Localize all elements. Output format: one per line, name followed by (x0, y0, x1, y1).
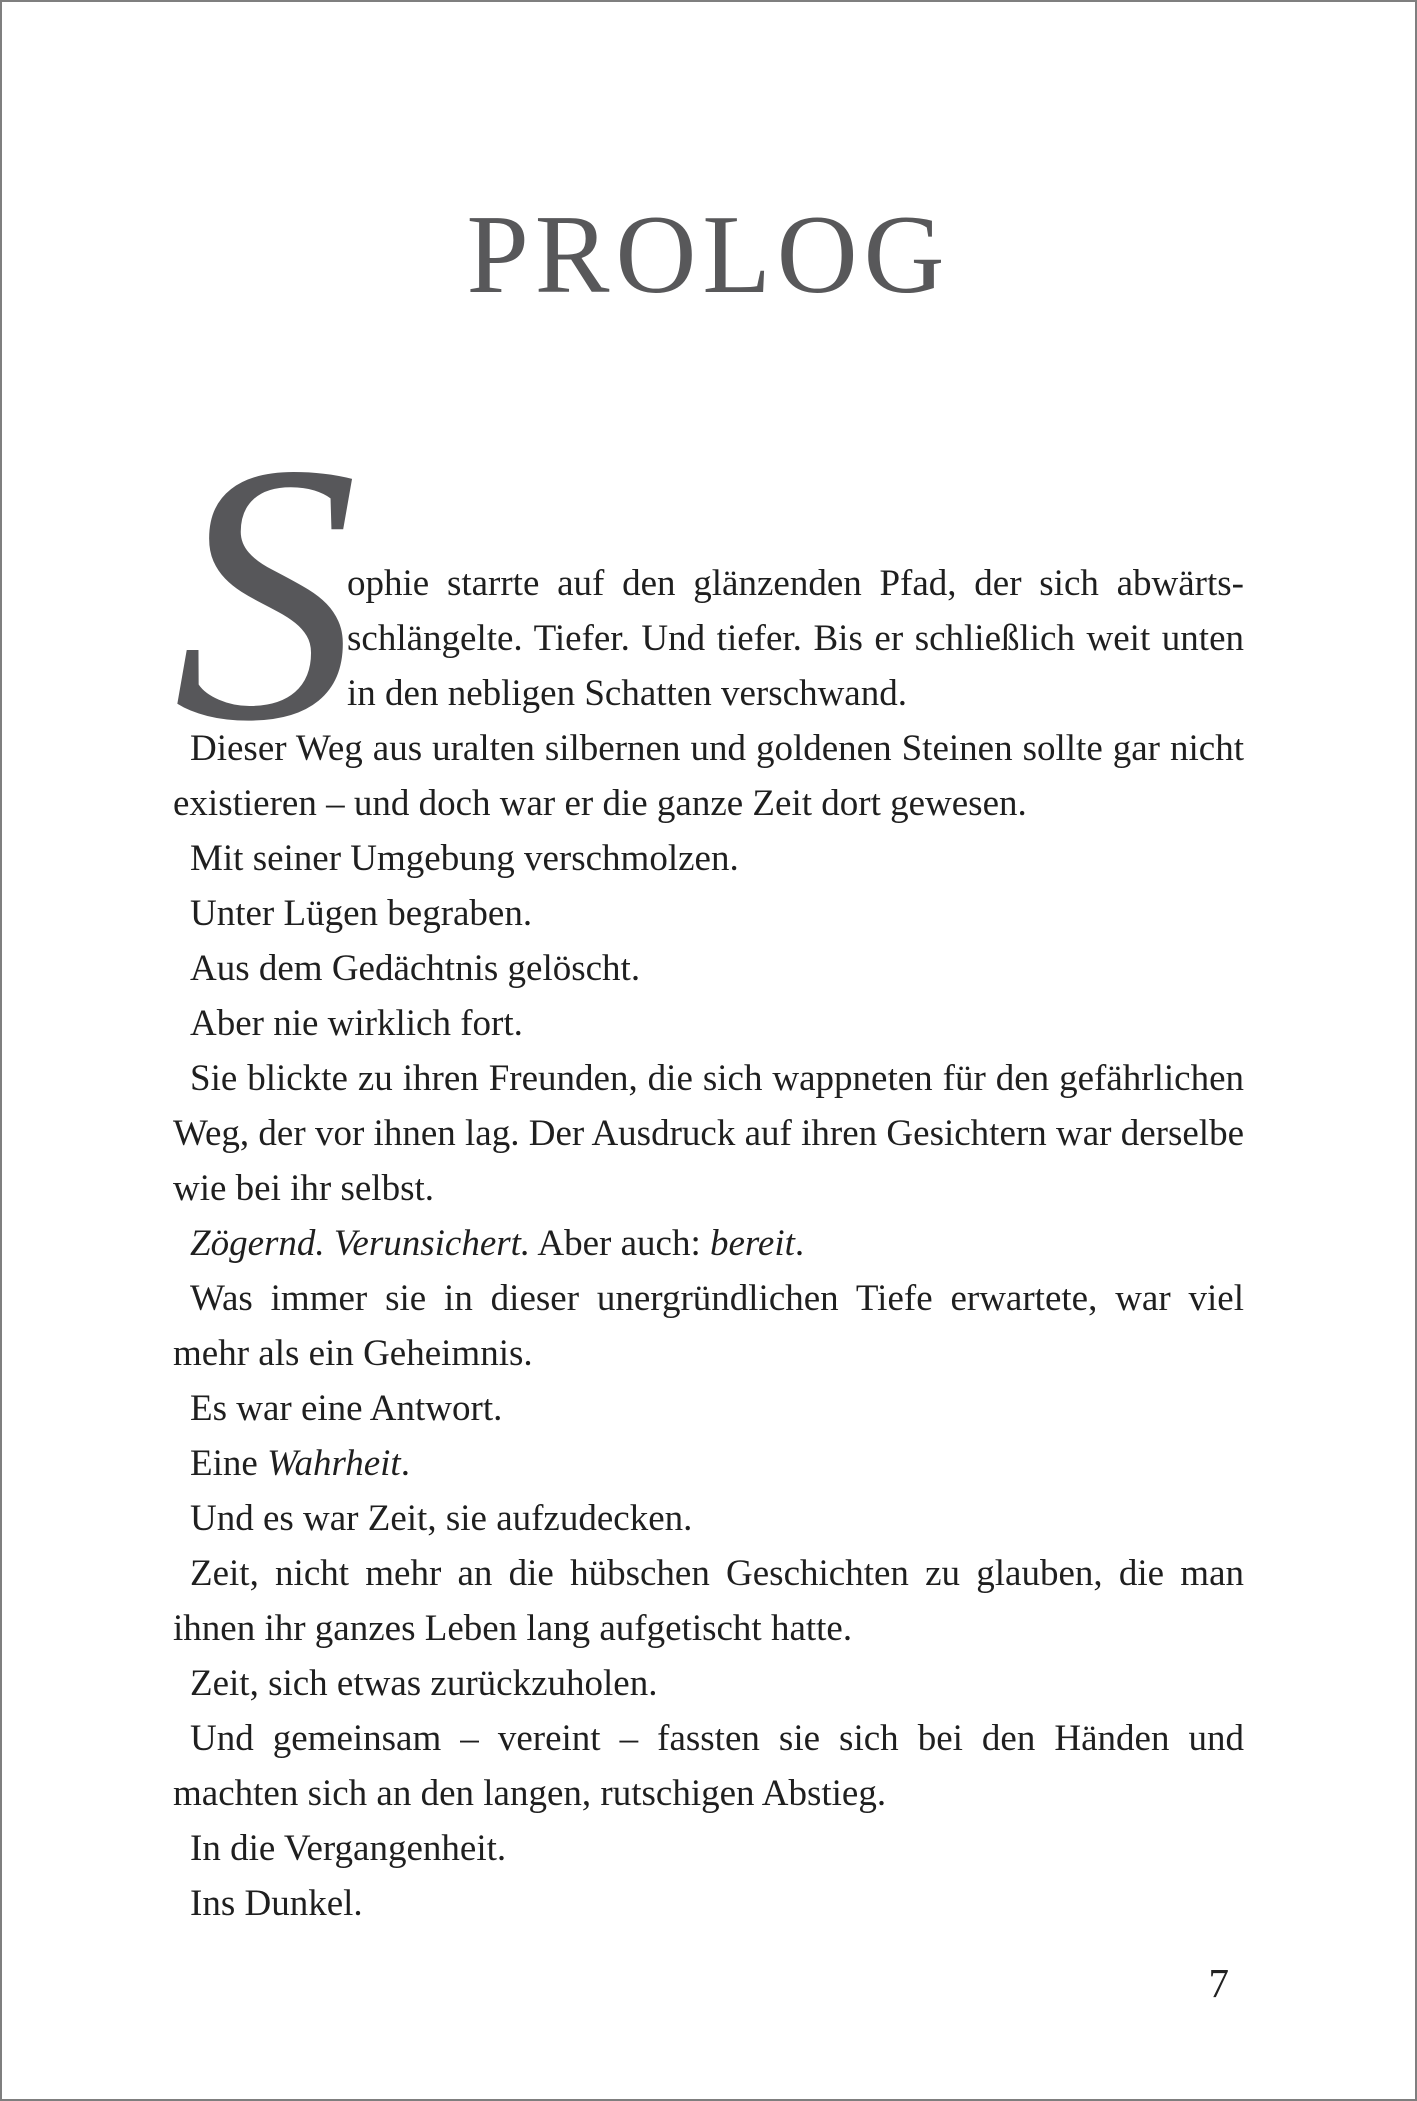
chapter-title: PROLOG (466, 193, 951, 317)
body-text: . (400, 1443, 410, 1484)
paragraph (173, 1876, 1244, 1931)
paragraph (173, 886, 1244, 941)
italic-text: bereit (709, 1223, 795, 1264)
paragraph (173, 1381, 1244, 1436)
page-number: 7 (1208, 1960, 1229, 2006)
body-text: Aber nie wirklich fort. (190, 1003, 523, 1044)
body-text: Es war eine Antwort. (190, 1388, 503, 1429)
paragraph (173, 1711, 1244, 1821)
body-text: Zeit, sich etwas zurückzuholen. (190, 1663, 658, 1704)
paragraph (173, 1051, 1244, 1216)
body-text: Und es war Zeit, sie aufzudecken. (190, 1498, 693, 1539)
body-text: Zeit, nicht mehr an die hübschen Geschichten zu glauben, die man ihnen ihr ganzes Leben lang aufgetischt hatte. (173, 1553, 1244, 1649)
paragraph (173, 1821, 1244, 1876)
body-text: Und gemeinsam – vereint – fassten sie sich bei den Händen und machten sich an den langen, rutschigen Abstieg. (173, 1718, 1244, 1814)
paragraph (173, 1656, 1244, 1711)
italic-text: Zögernd. Verunsichert. (190, 1223, 531, 1264)
paragraph (173, 1546, 1244, 1656)
body-text: Mit seiner Umgebung verschmolzen. (190, 838, 739, 879)
paragraph (173, 996, 1244, 1051)
body-text: . (794, 1223, 805, 1264)
body-text: In die Vergangenheit. (190, 1828, 507, 1869)
paragraph (173, 831, 1244, 886)
body-text: Dieser Weg aus uralten silbernen und goldenen Steinen sollte gar nicht existieren – und doch war er die ganze Zeit dort gewesen. (173, 728, 1244, 824)
italic-text: Wahrheit (267, 1443, 401, 1484)
paragraph (173, 1271, 1244, 1381)
dropcap-letter: S (173, 388, 358, 798)
body-text: Sie blickte zu ihren Freunden, die sich wappneten für den gefährlichen Weg, der vor ihnen lag. Der Ausdruck auf ihren Gesichtern war derselbe wie bei ihr selbst. (173, 1058, 1244, 1209)
body-text: ophie starrte auf den glänzenden Pfad, der sich abwärtsschlängelte. Tiefer. Und tiefer. Bis er schließlich weit unten in den nebligen Schatten verschwand. (347, 563, 1244, 714)
body-text: Unter Lügen begraben. (190, 893, 533, 934)
paragraph (173, 1436, 1244, 1491)
paragraph (173, 1216, 1244, 1271)
paragraph (173, 941, 1244, 996)
body-text: Ins Dunkel. (190, 1883, 363, 1924)
paragraph (173, 1491, 1244, 1546)
body-text: Was immer sie in dieser unergründlichen Tiefe erwartete, war viel mehr als ein Geheimnis. (173, 1278, 1244, 1374)
body-text: Aber auch: (530, 1223, 710, 1264)
body-text: Eine (190, 1443, 268, 1484)
prologue-text (173, 388, 1244, 1931)
body-text: Aus dem Gedächtnis gelöscht. (190, 948, 641, 989)
